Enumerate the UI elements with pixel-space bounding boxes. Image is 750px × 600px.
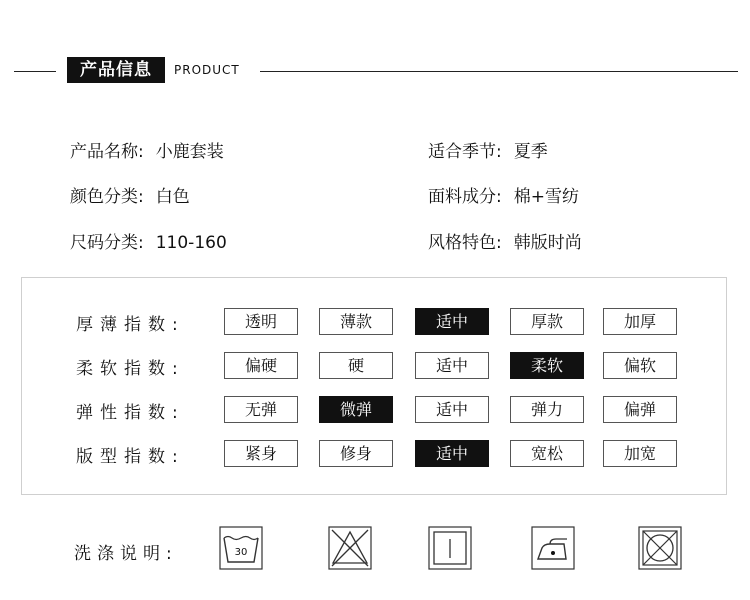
index-label-thickness: 厚薄指数: — [76, 315, 185, 335]
hang-dry-icon — [428, 526, 472, 570]
info-product-name — [70, 137, 224, 162]
info-label: 产品名称: — [70, 142, 144, 162]
index-option: 加厚 — [603, 308, 677, 335]
section-title: 产品信息 — [67, 57, 165, 83]
index-option: 无弹 — [224, 396, 298, 423]
index-option: 厚款 — [510, 308, 584, 335]
index-option-selected: 适中 — [415, 308, 489, 335]
info-fabric — [428, 182, 579, 207]
washing-label: 洗涤说明: — [74, 544, 178, 564]
index-label-fit: 版型指数: — [76, 447, 185, 467]
index-option-selected: 适中 — [415, 440, 489, 467]
section-subtitle: PRODUCT — [174, 63, 240, 77]
index-option: 适中 — [415, 396, 489, 423]
index-option: 紧身 — [224, 440, 298, 467]
wash-30-icon — [219, 526, 263, 570]
header-rule-right — [260, 71, 738, 72]
info-value: 小鹿套装 — [155, 142, 224, 162]
index-option: 修身 — [319, 440, 393, 467]
info-label: 面料成分: — [428, 187, 502, 207]
index-option: 适中 — [415, 352, 489, 379]
no-bleach-icon — [328, 526, 372, 570]
info-color — [70, 182, 190, 207]
index-option: 透明 — [224, 308, 298, 335]
info-season — [428, 137, 548, 162]
info-style — [428, 228, 582, 253]
index-option: 硬 — [319, 352, 393, 379]
info-label: 尺码分类: — [70, 233, 144, 253]
index-label-softness: 柔软指数: — [76, 359, 185, 379]
info-value: 夏季 — [513, 142, 548, 162]
index-option: 弹力 — [510, 396, 584, 423]
index-option: 薄款 — [319, 308, 393, 335]
index-label-elasticity: 弹性指数: — [76, 403, 185, 423]
index-option: 偏硬 — [224, 352, 298, 379]
info-label: 风格特色: — [428, 233, 502, 253]
info-label: 适合季节: — [428, 142, 502, 162]
info-value: 110-160 — [155, 233, 227, 253]
no-tumble-dry-icon — [638, 526, 682, 570]
index-option-selected: 微弹 — [319, 396, 393, 423]
index-option: 偏弹 — [603, 396, 677, 423]
index-option: 偏软 — [603, 352, 677, 379]
info-value: 棉+雪纺 — [513, 187, 579, 207]
info-value: 韩版时尚 — [513, 233, 582, 253]
header-rule-left — [14, 71, 56, 72]
index-option: 宽松 — [510, 440, 584, 467]
iron-low-icon — [531, 526, 575, 570]
info-size — [70, 228, 227, 253]
info-value: 白色 — [155, 187, 190, 207]
index-option-selected: 柔软 — [510, 352, 584, 379]
index-option: 加宽 — [603, 440, 677, 467]
wash-temperature: 30 — [234, 547, 248, 558]
info-label: 颜色分类: — [70, 187, 144, 207]
